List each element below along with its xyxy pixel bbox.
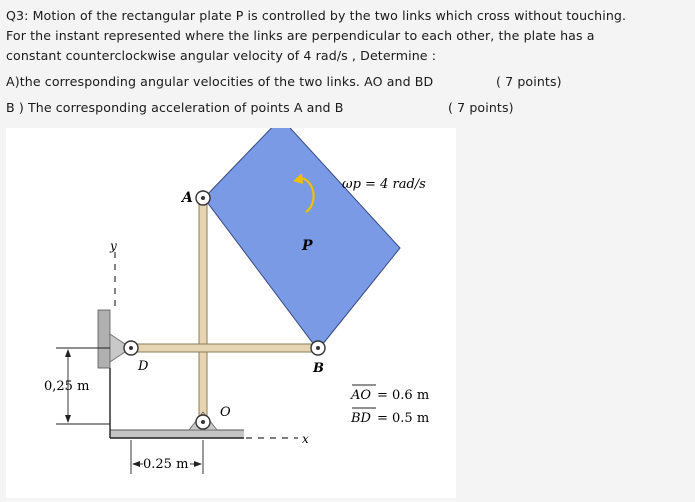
- question-line-2: For the instant represented where the links are perpendicular to each other, the plate has a: [6, 28, 595, 43]
- bd-label: BD: [351, 411, 371, 426]
- part-a: [6, 72, 692, 98]
- dim-h-arrow-right: [194, 461, 202, 467]
- question-line-3: constant counterclockwise angular velocity of 4 rad/s , Determine :: [6, 48, 437, 63]
- part-b-points: ( 7 points): [448, 100, 514, 115]
- label-y: y: [110, 239, 117, 253]
- label-d: D: [138, 359, 149, 374]
- question-block: [6, 6, 692, 124]
- pin-a: [196, 191, 210, 205]
- link-bd: [131, 344, 319, 352]
- part-b-text: B ) The corresponding acceleration of points A and B: [6, 100, 344, 115]
- part-a-points: ( 7 points): [496, 74, 562, 89]
- ground: [110, 430, 244, 438]
- pin-o: [196, 415, 210, 429]
- label-omega: ωp = 4 rad/s: [342, 177, 426, 192]
- mechanism-figure: [6, 128, 456, 498]
- question-line-1: Q3: Motion of the rectangular plate P is controlled by the two links which cross without touching.: [6, 8, 627, 23]
- dim-vertical-label: 0,25 m: [44, 379, 90, 394]
- link-ao: [199, 198, 207, 422]
- mechanism-diagram: [6, 128, 456, 498]
- label-a: A: [182, 190, 193, 206]
- left-wall: [98, 310, 110, 368]
- part-a-text: A)the corresponding angular velocities of the two links. AO and BD: [6, 74, 434, 89]
- bd-value: = 0.5 m: [377, 411, 430, 426]
- ao-label: AO: [351, 388, 372, 403]
- dim-h-arrow-left: [132, 461, 140, 467]
- dim-v-arrow-bottom: [65, 415, 71, 423]
- part-b: [6, 98, 692, 124]
- dim-horizontal-label: 0.25 m: [143, 457, 189, 472]
- label-x: x: [302, 432, 309, 446]
- ao-value: = 0.6 m: [377, 388, 430, 403]
- label-b: B: [313, 361, 324, 376]
- label-o: O: [220, 405, 231, 420]
- pin-b: [311, 341, 325, 355]
- dim-v-arrow-top: [65, 349, 71, 357]
- label-p: P: [302, 238, 313, 254]
- pin-d: [124, 341, 138, 355]
